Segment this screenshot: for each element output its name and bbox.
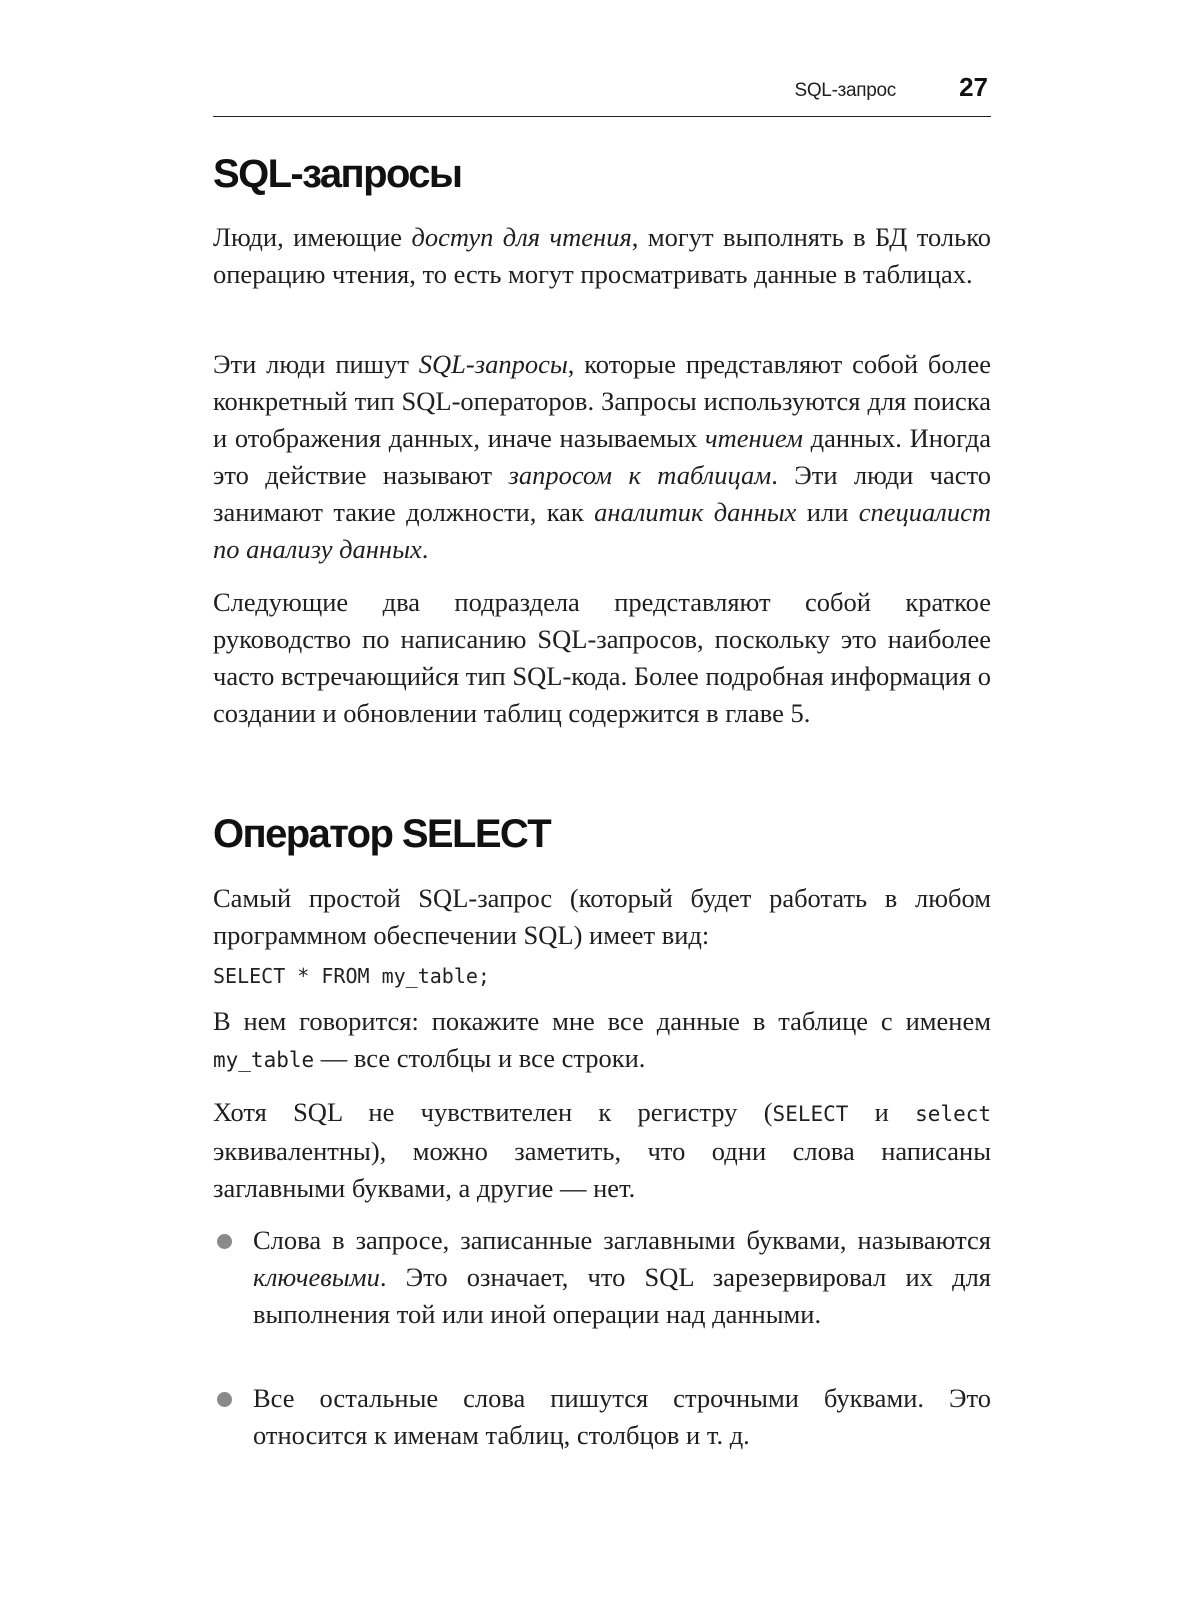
section-heading-select-operator: Оператор SELECT	[213, 812, 551, 856]
running-head	[213, 72, 991, 117]
term-table-query: запросом к таблицам	[508, 460, 772, 490]
list-item-keywords	[213, 1222, 991, 1333]
page-number: 27	[959, 72, 988, 102]
paragraph-read-access: Люди, имеющие доступ для чтения, могут выполнять в БД только операцию чтения, то есть могут просматривать данные в таблицах.	[213, 222, 991, 289]
term-keywords: ключевыми	[253, 1262, 380, 1292]
term-data-scientist: специалист по анализу данных	[213, 497, 991, 564]
paragraph-subsections-guide: Следующие два подраздела представляют собой краткое руководство по написанию SQL-запросов, поскольку это наиболее часто встречающийся тип SQL-кода. Более подробная информация о создании и обновлении таблиц содержится в главе 5.	[213, 587, 991, 728]
bullet-dot-icon	[217, 1392, 232, 1407]
inline-code-my-table: my_table	[213, 1048, 315, 1072]
section-heading-sql-queries: SQL-запросы	[213, 152, 462, 196]
paragraph-select-meaning: В нем говорится: покажите мне все данные в таблице с именем my_table — все столбцы и все строки.	[213, 1006, 991, 1073]
paragraph-sql-queries: Эти люди пишут SQL-запросы, которые представляют собой более конкретный тип SQL-операторов. Запросы используются для поиска и отображения данных, иначе называемых чтением данных. Иногда это действие называют запросом к таблицам. Эти люди часто занимают такие должности, как аналитик данных или специалист по анализу данных.	[213, 349, 991, 564]
term-read-access: доступ для чтения	[411, 222, 632, 252]
paragraph-case-insensitivity: Хотя SQL не чувствителен к регистру (SELECT и select эквивалентны), можно заметить, что одни слова написаны заглавными буквами, а другие — нет.	[213, 1097, 992, 1203]
list-item-text: Все остальные слова пишутся строчными буквами. Это относится к именам таблиц, столбцов и т. д.	[253, 1383, 991, 1450]
bullet-dot-icon	[217, 1234, 232, 1249]
inline-code-select-upper: SELECT	[772, 1102, 849, 1126]
running-head-title: SQL-запрос	[794, 80, 896, 101]
inline-code-select-lower: select	[915, 1102, 992, 1126]
term-reading: чтением	[704, 423, 803, 453]
list-item-text: Слова в запросе, записанные заглавными буквами, называются ключевыми. Это означает, что SQL зарезервировал их для выполнения той или иной операции над данными.	[253, 1225, 991, 1329]
paragraph-simplest-query: Самый простой SQL-запрос (который будет работать в любом программном обеспечении SQL) имеет вид:	[213, 883, 991, 950]
code-example: SELECT * FROM my_table;	[213, 964, 490, 988]
term-data-analyst: аналитик данных	[594, 497, 797, 527]
list-item-lowercase	[213, 1380, 991, 1454]
term-sql-queries: SQL-запросы	[418, 349, 568, 379]
